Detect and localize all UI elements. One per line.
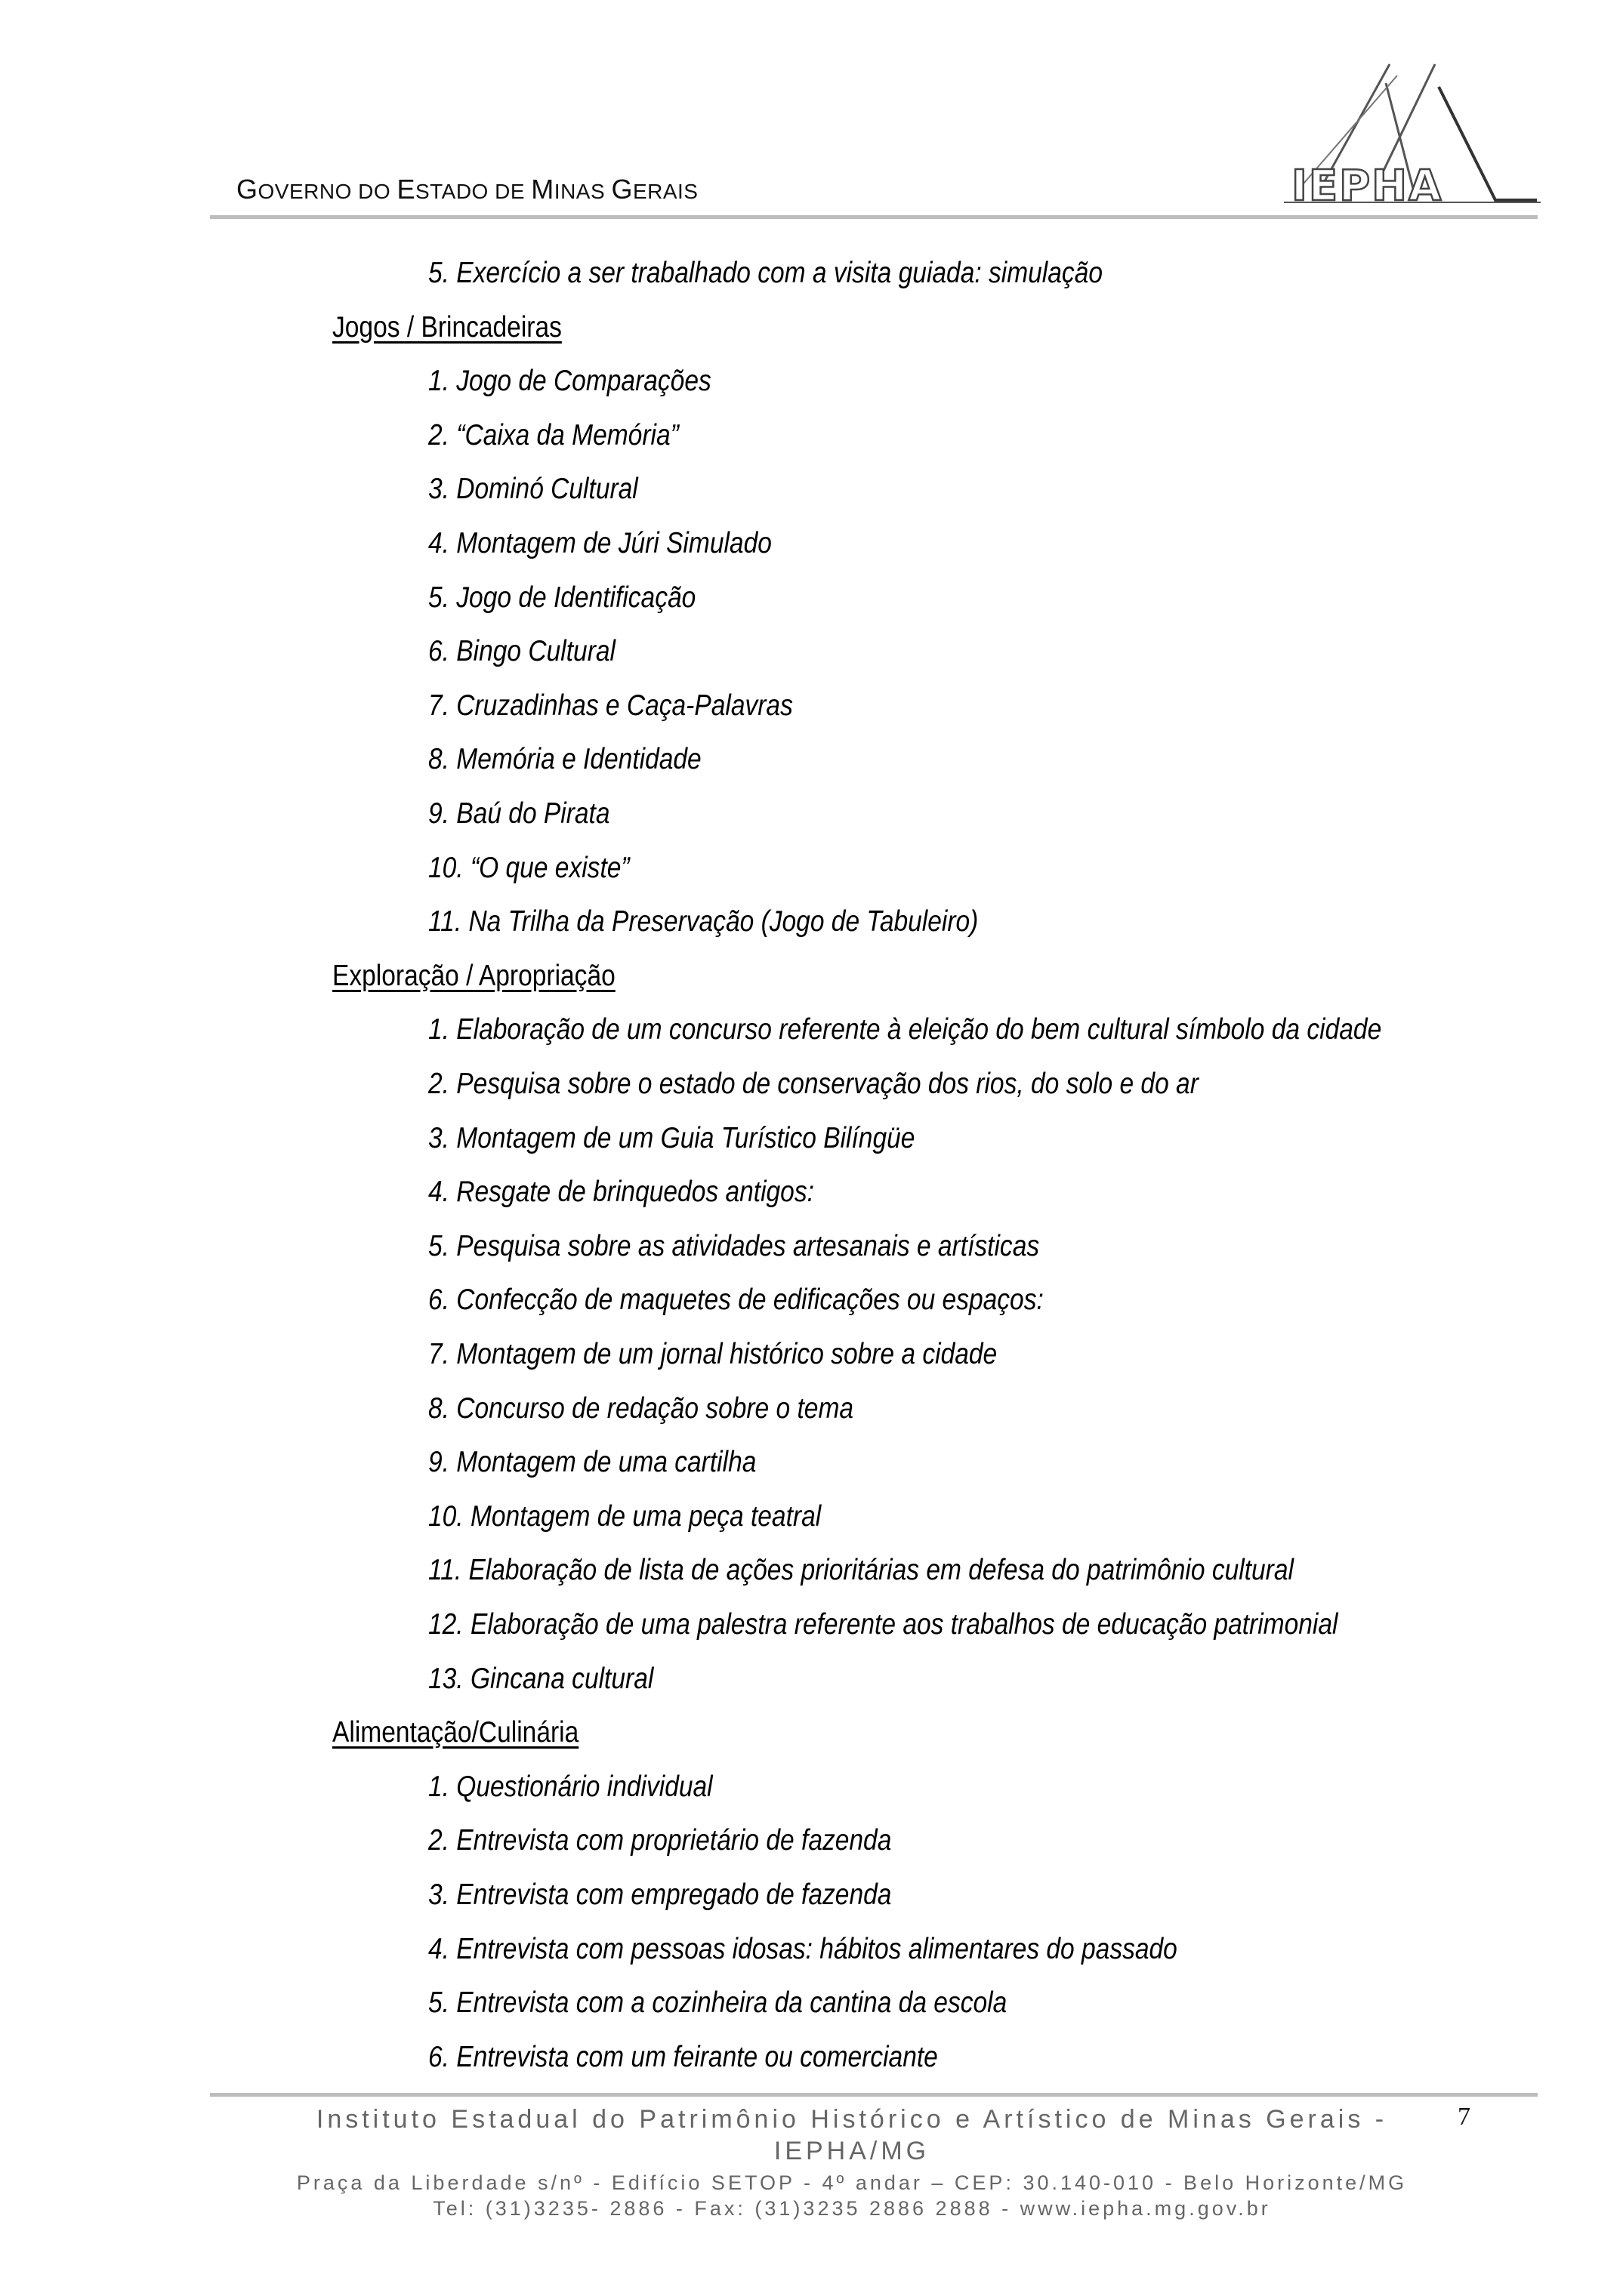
list-item: 3. Dominó Cultural (428, 473, 638, 506)
list-item: 6. Confecção de maquetes de edificações ou espaços: (428, 1284, 1044, 1317)
list-item: 9. Baú do Pirata (428, 797, 610, 830)
section-heading: Exploração / Apropriação (332, 959, 616, 992)
list-item: 7. Cruzadinhas e Caça-Palavras (428, 689, 793, 722)
list-item: 1. Elaboração de um concurso referente à eleição do bem cultural símbolo da cidade (428, 1013, 1382, 1046)
list-item: 4. Entrevista com pessoas idosas: hábitos alimentares do passado (428, 1932, 1177, 1965)
page-number: 7 (1458, 2103, 1470, 2131)
list-item: 2. Entrevista com proprietário de fazenda (428, 1824, 892, 1857)
list-item: 3. Entrevista com empregado de fazenda (428, 1878, 892, 1911)
list-item: 8. Memória e Identidade (428, 743, 702, 776)
list-item: 5. Entrevista com a cozinheira da cantina da escola (428, 1986, 1007, 2020)
header-word-4: GERAIS (611, 174, 699, 205)
footer-contact: Tel: (31)3235- 2886 - Fax: (31)3235 2886 2888 - www.iepha.mg.gov.br (433, 2197, 1271, 2220)
list-item: 1. Jogo de Comparações (428, 365, 711, 398)
list-item: 4. Montagem de Júri Simulado (428, 527, 772, 559)
list-item: 9. Montagem de uma cartilha (428, 1446, 757, 1479)
list-item: 12. Elaboração de uma palestra referente aos trabalhos de educação patrimonial (428, 1608, 1338, 1641)
list-item: 1. Questionário individual (428, 1770, 713, 1803)
list-item: 4. Resgate de brinquedos antigos: (428, 1176, 814, 1209)
list-item: 10. “O que existe” (428, 851, 630, 884)
header-word-2: ESTADO DE (396, 174, 532, 205)
section-heading: Jogos / Brincadeiras (332, 310, 562, 344)
list-item: 7. Montagem de um jornal histórico sobre a cidade (428, 1338, 998, 1370)
list-item: 8. Concurso de redação sobre o tema (428, 1391, 854, 1425)
footer-divider (210, 2093, 1538, 2097)
footer-address: Praça da Liberdade s/nº - Edifício SETOP - 4º andar – CEP: 30.140-010 - Belo Horizonte/MG (296, 2171, 1408, 2194)
list-item: 2. Pesquisa sobre o estado de conservação dos rios, do solo e do ar (428, 1068, 1199, 1100)
list-item: 6. Bingo Cultural (428, 635, 616, 668)
list-item: 11. Na Trilha da Preservação (Jogo de Tabuleiro) (428, 905, 979, 938)
header-word-1: GOVERNO DO (236, 174, 397, 205)
list-item: 11. Elaboração de lista de ações prioritárias em defesa do patrimônio cultural (428, 1554, 1294, 1587)
section-heading: Alimentação/Culinária (332, 1716, 579, 1749)
iepha-logo (1284, 60, 1541, 211)
list-item: 3. Montagem de um Guia Turístico Bilíngüe (428, 1121, 915, 1154)
iepha-logo-text: IEPHA (1291, 162, 1443, 211)
list-item: 2. “Caixa da Memória” (428, 418, 679, 451)
document-header-title (236, 174, 698, 205)
list-item: 5. Exercício a ser trabalhado com a visita guiada: simulação (428, 257, 1103, 289)
list-item: 5. Jogo de Identificação (428, 581, 696, 614)
footer-institution-acronym: IEPHA/MG (773, 2137, 930, 2165)
list-item: 5. Pesquisa sobre as atividades artesanais e artísticas (428, 1229, 1040, 1262)
header-word-3: MINAS (531, 174, 612, 205)
header-divider (210, 215, 1538, 219)
list-item: 6. Entrevista com um feirante ou comerciante (428, 2040, 938, 2073)
list-item: 13. Gincana cultural (428, 1662, 654, 1695)
footer-institution-name: Instituto Estadual do Patrimônio Histórico e Artístico de Minas Gerais - (316, 2105, 1388, 2134)
list-item: 10. Montagem de uma peça teatral (428, 1499, 822, 1533)
